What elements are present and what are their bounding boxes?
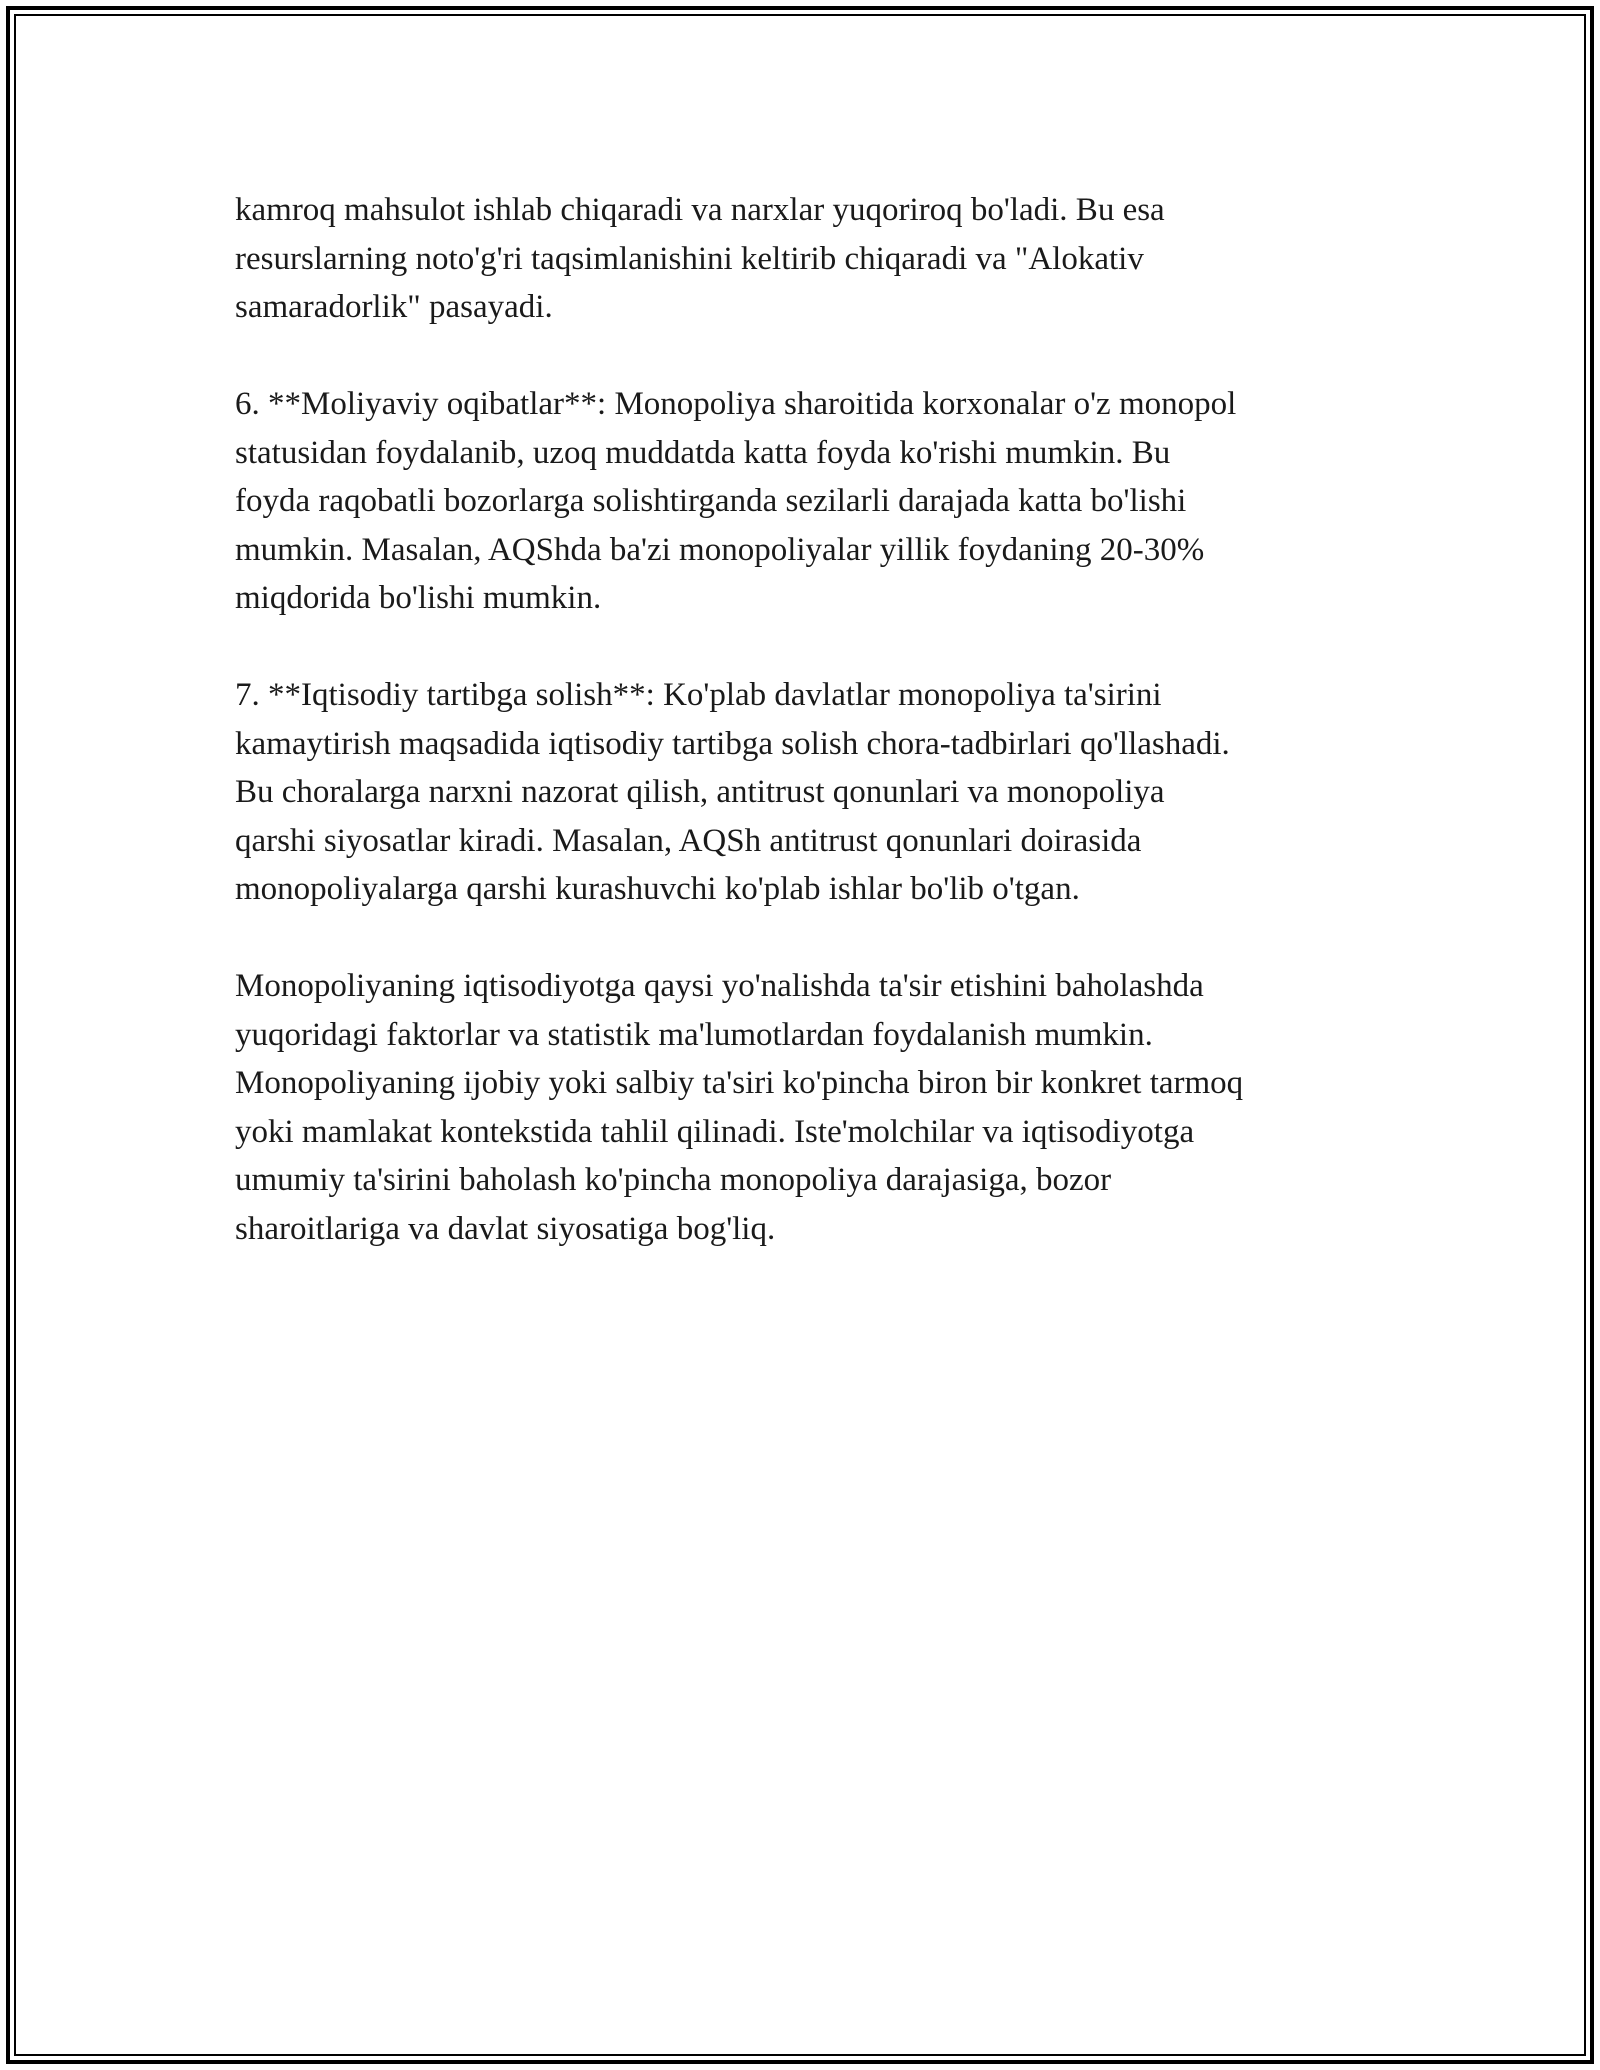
paragraph-allocative-efficiency xyxy=(235,186,1395,332)
text-line: 7. **Iqtisodiy tartibga solish**: Ko'plab davlatlar monopoliya ta'sirini xyxy=(235,677,1162,713)
text-line: kamroq mahsulot ishlab chiqaradi va narxlar yuqoriroq bo'ladi. Bu esa xyxy=(235,192,1165,228)
text-line: Monopoliyaning iqtisodiyotga qaysi yo'nalishda ta'sir etishini baholashda xyxy=(235,968,1204,1004)
paragraph-conclusion xyxy=(235,962,1395,1253)
text-line: sharoitlariga va davlat siyosatiga bog'liq. xyxy=(235,1210,776,1247)
text-line: miqdorida bo'lishi mumkin. xyxy=(235,580,602,616)
text-line: umumiy ta'sirini baholash ko'pincha monopoliya darajasiga, bozor xyxy=(235,1162,1112,1198)
text-line: Monopoliyaning ijobiy yoki salbiy ta'siri ko'pincha biron bir konkret tarmoq xyxy=(235,1065,1244,1101)
text-line: 6. **Moliyaviy oqibatlar**: Monopoliya sharoitida korxonalar o'z monopol xyxy=(235,386,1237,422)
text-line: qarshi siyosatlar kiradi. Masalan, AQSh antitrust qonunlari doirasida xyxy=(235,822,1142,859)
paragraph-financial-consequences xyxy=(235,380,1395,623)
text-line: samaradorlik" pasayadi. xyxy=(235,289,553,325)
text-line: yoki mamlakat kontekstida tahlil qilinadi. Iste'molchilar va iqtisodiyotga xyxy=(235,1113,1195,1150)
text-line: monopoliyalarga qarshi kurashuvchi ko'plab ishlar bo'lib o'tgan. xyxy=(235,871,1080,907)
text-line: kamaytirish maqsadida iqtisodiy tartibga solish chora-tadbirlari qo'llashadi. xyxy=(235,725,1230,762)
text-line: resurslarning noto'g'ri taqsimlanishini keltirib chiqaradi va "Alokativ xyxy=(235,240,1144,277)
text-line: foyda raqobatli bozorlarga solishtirganda sezilarli darajada katta bo'lishi xyxy=(235,483,1187,519)
document-body xyxy=(235,186,1395,1302)
paragraph-economic-regulation xyxy=(235,671,1395,914)
text-line: yuqoridagi faktorlar va statistik ma'lumotlardan foydalanish mumkin. xyxy=(235,1016,1153,1053)
text-line: statusidan foydalanib, uzoq muddatda katta foyda ko'rishi mumkin. Bu xyxy=(235,434,1171,471)
text-line: Bu choralarga narxni nazorat qilish, antitrust qonunlari va monopoliya xyxy=(235,774,1165,810)
text-line: mumkin. Masalan, AQShda ba'zi monopoliyalar yillik foydaning 20-30% xyxy=(235,531,1205,568)
